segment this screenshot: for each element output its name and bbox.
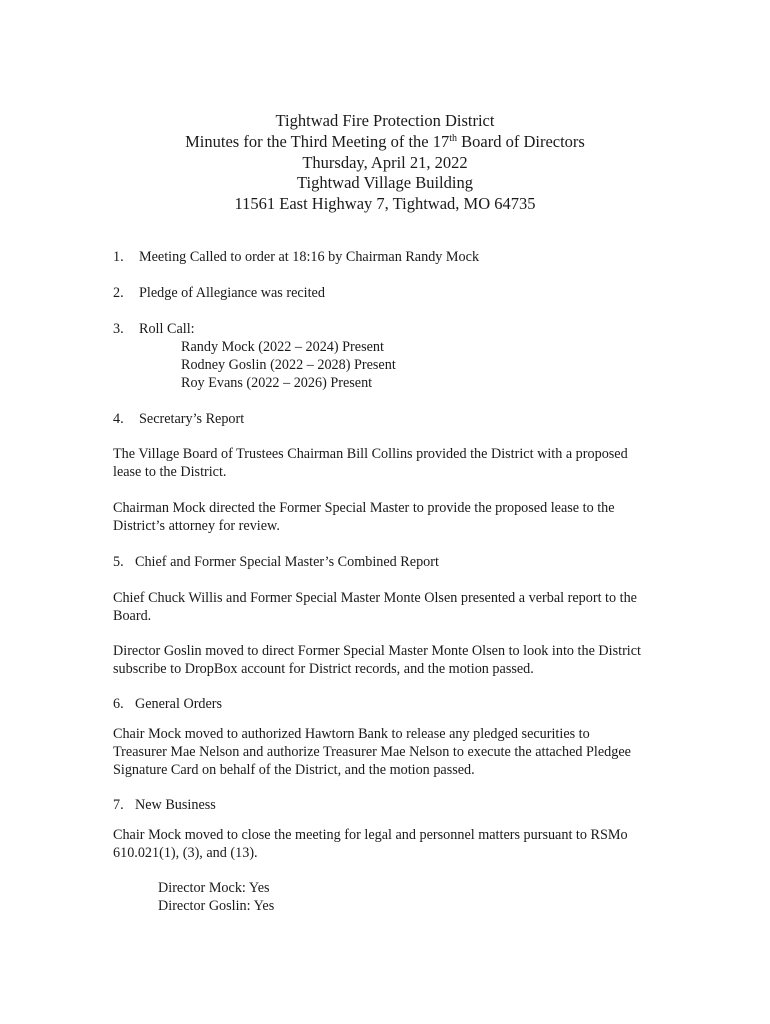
section-7-paragraph-1	[113, 826, 683, 862]
agenda-item-1	[113, 248, 479, 266]
meeting-location: Tightwad Village Building	[297, 173, 473, 193]
paragraph-line: Chairman Mock directed the Former Special Master to provide the proposed lease to the	[113, 500, 615, 516]
item-text: Secretary’s Report	[139, 411, 245, 427]
meeting-date: Thursday, April 21, 2022	[302, 152, 468, 172]
roll-call-entry: Rodney Goslin (2022 – 2028) Present	[181, 357, 396, 373]
item-number: 1.	[113, 249, 124, 265]
paragraph-line: subscribe to DropBox account for District records, and the motion passed.	[113, 661, 534, 677]
secretary-paragraph-1	[113, 445, 683, 481]
document-header	[0, 111, 770, 215]
section-7-heading	[113, 796, 216, 814]
meeting-title-post: Board of Directors	[457, 131, 585, 151]
paragraph-line: Chief Chuck Willis and Former Special Master Monte Olsen presented a verbal report to the	[113, 590, 637, 606]
agenda-item-2	[113, 284, 325, 302]
section-title: Chief and Former Special Master’s Combined Report	[135, 554, 439, 570]
item-text: Roll Call:	[139, 321, 195, 337]
paragraph-line: Chair Mock moved to authorized Hawtorn Bank to release any pledged securities to	[113, 726, 590, 742]
item-number: 3.	[113, 321, 124, 337]
section-title: New Business	[135, 797, 216, 813]
paragraph-line: Chair Mock moved to close the meeting for legal and personnel matters pursuant to RSMo	[113, 827, 628, 843]
section-5-paragraph-1	[113, 589, 683, 625]
meeting-title-pre: Minutes for the Third Meeting of the 17	[185, 131, 450, 151]
item-number: 2.	[113, 285, 124, 301]
roll-call-entry: Randy Mock (2022 – 2024) Present	[181, 339, 384, 355]
paragraph-line: Signature Card on behalf of the District, and the motion passed.	[113, 762, 475, 778]
item-text: Meeting Called to order at 18:16 by Chairman Randy Mock	[139, 249, 480, 265]
paragraph-line: Board.	[113, 608, 152, 624]
section-6-paragraph-1	[113, 725, 683, 779]
district-name: Tightwad Fire Protection District	[275, 111, 495, 130]
agenda-item-4	[113, 410, 244, 428]
roll-call-entry: Roy Evans (2022 – 2026) Present	[181, 375, 373, 391]
agenda-item-3	[113, 320, 396, 392]
section-number: 5.	[113, 554, 124, 570]
meeting-address: 11561 East Highway 7, Tightwad, MO 64735	[234, 194, 536, 214]
paragraph-line: lease to the District.	[113, 464, 227, 480]
secretary-paragraph-2	[113, 499, 683, 535]
section-title: General Orders	[135, 696, 223, 712]
paragraph-line: District’s attorney for review.	[113, 518, 280, 534]
section-5-heading	[113, 553, 439, 571]
meeting-title	[0, 132, 770, 153]
paragraph-line: Treasurer Mae Nelson and authorize Treasurer Mae Nelson to execute the attached Pledgee	[113, 744, 631, 760]
item-number: 4.	[113, 411, 124, 427]
section-number: 6.	[113, 696, 124, 712]
ordinal-suffix: th	[449, 132, 458, 144]
vote-list	[113, 879, 274, 915]
item-text: Pledge of Allegiance was recited	[139, 285, 325, 301]
paragraph-line: Director Goslin moved to direct Former Special Master Monte Olsen to look into the District	[113, 643, 641, 659]
section-5-paragraph-2	[113, 642, 683, 678]
vote-entry: Director Goslin: Yes	[158, 898, 275, 914]
section-number: 7.	[113, 797, 124, 813]
paragraph-line: The Village Board of Trustees Chairman Bill Collins provided the District with a proposed	[113, 446, 628, 462]
vote-entry: Director Mock: Yes	[158, 880, 270, 896]
section-6-heading	[113, 695, 222, 713]
roll-call-list	[113, 338, 396, 392]
paragraph-line: 610.021(1), (3), and (13).	[113, 845, 258, 861]
